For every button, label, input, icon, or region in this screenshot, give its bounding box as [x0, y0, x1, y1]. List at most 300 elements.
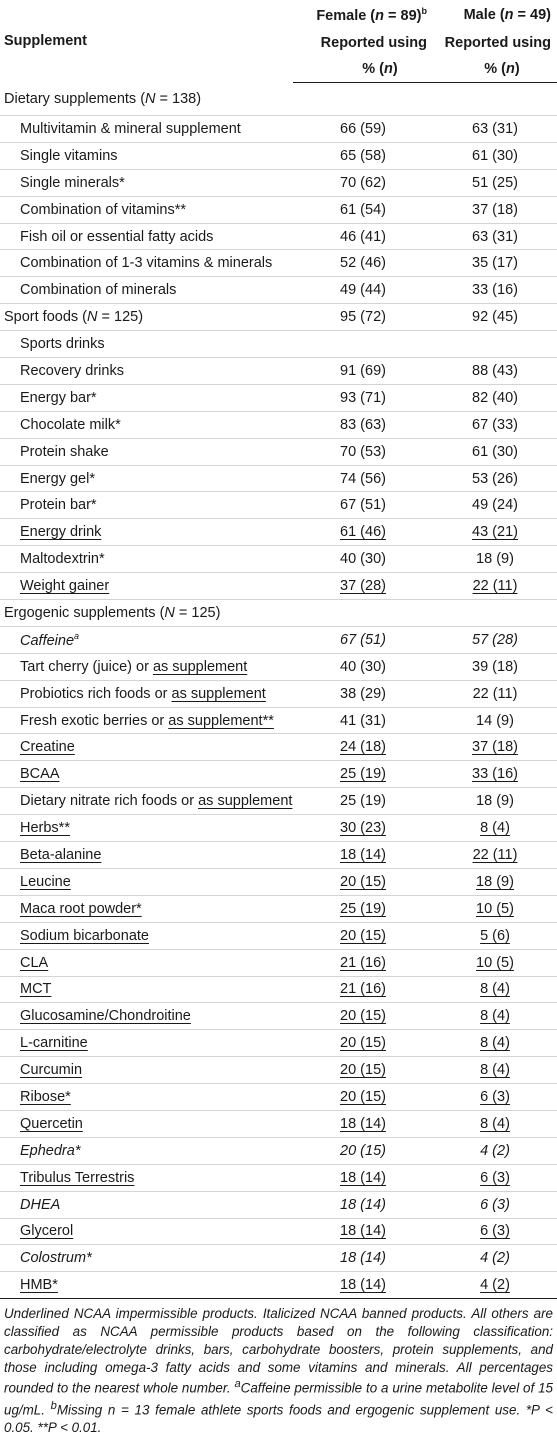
table-row — [0, 788, 557, 815]
table-row — [0, 842, 557, 869]
supplement-name-cell — [0, 626, 293, 653]
supplement-name-cell — [0, 600, 293, 627]
male-value: 61 (30) — [472, 147, 518, 164]
female-value: 20 (15) — [340, 873, 386, 890]
supplement-name-part: Recovery drinks — [20, 362, 124, 379]
header-female-pct: % (n) — [293, 56, 433, 83]
supplement-name-part: Weight gainer — [20, 578, 110, 595]
supplement-name-part: Fish oil or essential fatty acids — [20, 228, 214, 245]
male-value: 8 (4) — [480, 1062, 510, 1079]
male-value-cell — [433, 492, 557, 519]
supplement-name-cell — [0, 465, 293, 492]
supplement-name-part: Combination of 1-3 vitamins & minerals — [20, 255, 273, 272]
female-value: 21 (16) — [340, 954, 386, 971]
supplement-name-part: Multivitamin & mineral supplement — [20, 120, 241, 137]
male-value-cell — [433, 842, 557, 869]
supplement-name-part: Protein shake — [20, 443, 109, 460]
supplement-name-cell — [0, 142, 293, 169]
female-value-cell — [293, 116, 433, 143]
supplement-name-part: Maltodextrin* — [20, 551, 105, 568]
male-value-cell — [433, 116, 557, 143]
female-value: 95 (72) — [340, 309, 386, 326]
table-row — [0, 1110, 557, 1137]
male-value-cell — [433, 1057, 557, 1084]
female-value: 37 (28) — [340, 578, 386, 595]
supplement-name-part: Sports drinks — [20, 336, 105, 353]
male-value: 37 (18) — [472, 201, 518, 218]
supplement-name-part: = 125) — [97, 309, 144, 326]
table-row — [0, 358, 557, 385]
male-value-cell — [433, 83, 557, 116]
female-value: 67 (51) — [340, 497, 386, 514]
supplement-name-cell — [0, 788, 293, 815]
supplement-name-part: Tribulus Terrestris — [20, 1169, 135, 1186]
table-header — [0, 0, 557, 83]
male-value-cell — [433, 384, 557, 411]
table-row — [0, 1057, 557, 1084]
male-value-cell — [433, 331, 557, 358]
male-value: 10 (5) — [476, 900, 514, 917]
female-value: 20 (15) — [340, 927, 386, 944]
male-value-cell — [433, 1030, 557, 1057]
table-row — [0, 1272, 557, 1299]
male-value-cell — [433, 223, 557, 250]
footnote-b-text: Missing n = 13 female athlete sports foods and ergogenic supplement use. *P < 0.05. **P < 0.01. — [4, 1402, 553, 1435]
female-value-cell — [293, 707, 433, 734]
female-value-cell — [293, 492, 433, 519]
supplement-name-cell — [0, 519, 293, 546]
supplement-name-part: Curcumin — [20, 1062, 83, 1079]
table-row — [0, 626, 557, 653]
supplement-name-cell — [0, 815, 293, 842]
male-value: 22 (11) — [472, 846, 518, 863]
male-value: 63 (31) — [472, 120, 518, 137]
supplement-name-part: Maca root powder* — [20, 900, 142, 917]
table-row — [0, 142, 557, 169]
female-value: 91 (69) — [340, 362, 386, 379]
female-value-cell — [293, 438, 433, 465]
table-row — [0, 304, 557, 331]
male-value-cell — [433, 1003, 557, 1030]
male-value: 37 (18) — [472, 739, 518, 756]
table-row — [0, 519, 557, 546]
male-value: 39 (18) — [472, 658, 518, 675]
male-value: 22 (11) — [472, 685, 518, 702]
supplement-name-cell — [0, 196, 293, 223]
table-row — [0, 116, 557, 143]
supplement-name-cell — [0, 250, 293, 277]
supplement-name-part: Dietary supplements ( — [4, 90, 146, 107]
supplement-name-cell — [0, 922, 293, 949]
male-value-cell — [433, 142, 557, 169]
table-row — [0, 250, 557, 277]
supplement-name-cell — [0, 761, 293, 788]
table-body — [0, 83, 557, 1299]
male-value-cell — [433, 277, 557, 304]
supplement-name-cell — [0, 653, 293, 680]
supplement-name-cell — [0, 1164, 293, 1191]
supplement-name-part: as supplement — [152, 658, 248, 675]
male-value: 6 (3) — [480, 1169, 510, 1186]
female-value-cell — [293, 1164, 433, 1191]
table-row — [0, 680, 557, 707]
female-value: 18 (14) — [340, 1196, 386, 1213]
male-value: 8 (4) — [480, 1035, 510, 1052]
header-male-reported: Reported using — [444, 35, 551, 51]
female-value: 66 (59) — [340, 120, 386, 137]
female-value-cell — [293, 196, 433, 223]
supplement-name-part: Glucosamine/Chondroitine — [20, 1008, 191, 1025]
male-value-cell — [433, 1272, 557, 1299]
table-row — [0, 922, 557, 949]
female-value-cell — [293, 1245, 433, 1272]
female-value-cell — [293, 331, 433, 358]
supplement-name-cell — [0, 895, 293, 922]
supplement-name-cell — [0, 331, 293, 358]
table-row — [0, 83, 557, 116]
supplement-name-part: Ephedra* — [20, 1142, 81, 1159]
supplement-name-part: N — [87, 309, 98, 326]
supplement-name-part: Creatine — [20, 739, 75, 756]
male-value-cell — [433, 788, 557, 815]
male-value-cell — [433, 600, 557, 627]
male-value-cell — [433, 868, 557, 895]
female-value: 93 (71) — [340, 389, 386, 406]
supplement-name-cell — [0, 1084, 293, 1111]
supplement-name-part: Energy drink — [20, 524, 102, 541]
supplement-name-part: Single minerals* — [20, 174, 125, 191]
female-value-cell — [293, 1191, 433, 1218]
supplement-name-cell — [0, 277, 293, 304]
female-value-cell — [293, 1003, 433, 1030]
male-value: 5 (6) — [480, 927, 510, 944]
supplement-name-cell — [0, 1218, 293, 1245]
male-value: 61 (30) — [472, 443, 518, 460]
supplement-name-cell — [0, 1030, 293, 1057]
supplement-name-part: HMB* — [20, 1277, 58, 1294]
supplement-name-part: Combination of vitamins** — [20, 201, 187, 218]
male-value: 6 (3) — [480, 1223, 510, 1240]
supplement-name-cell — [0, 1272, 293, 1299]
footnote-main: Underlined NCAA impermissible products. Italicized NCAA banned products. All others are classified as NCAA permissible products based on the following classification: carbohydrate/electrolyte drinks, bars, carbohydrate boosters, protein supplements, and those including omega-3 fatty acids and some vitamins and minerals. All percentages rounded to the nearest whole number. — [4, 1306, 553, 1396]
male-value-cell — [433, 1110, 557, 1137]
table-row — [0, 573, 557, 600]
female-value-cell — [293, 250, 433, 277]
female-value-cell — [293, 922, 433, 949]
supplement-name-part: Ergogenic supplements ( — [4, 604, 165, 621]
male-value-cell — [433, 519, 557, 546]
male-value-cell — [433, 546, 557, 573]
table-row — [0, 976, 557, 1003]
female-value-cell — [293, 169, 433, 196]
table-row — [0, 438, 557, 465]
male-value: 8 (4) — [480, 1008, 510, 1025]
female-value-cell — [293, 83, 433, 116]
female-value: 18 (14) — [340, 1277, 386, 1294]
table-row — [0, 1003, 557, 1030]
table-row — [0, 277, 557, 304]
female-value: 18 (14) — [340, 1169, 386, 1186]
supplement-name-part: BCAA — [20, 766, 60, 783]
male-value-cell — [433, 196, 557, 223]
footnote-a-mark: a — [234, 1378, 241, 1391]
supplement-name-part: as supplement** — [168, 712, 274, 729]
supplement-name-cell — [0, 949, 293, 976]
female-value-cell — [293, 653, 433, 680]
female-value-cell — [293, 600, 433, 627]
supplement-name-cell — [0, 1191, 293, 1218]
male-value-cell — [433, 1218, 557, 1245]
female-value-cell — [293, 304, 433, 331]
female-value-cell — [293, 223, 433, 250]
female-value: 83 (63) — [340, 416, 386, 433]
supplement-name-part: Dietary nitrate rich foods or — [20, 793, 199, 810]
male-value: 8 (4) — [480, 820, 510, 837]
table-row — [0, 546, 557, 573]
male-value-cell — [433, 1245, 557, 1272]
female-value: 67 (51) — [340, 631, 386, 648]
header-supplement: Supplement — [4, 33, 87, 50]
male-value-cell — [433, 1137, 557, 1164]
table-row — [0, 734, 557, 761]
table-row — [0, 1191, 557, 1218]
supplement-name-part: Protein bar* — [20, 497, 97, 514]
female-value-cell — [293, 573, 433, 600]
female-value: 25 (19) — [340, 900, 386, 917]
female-value: 61 (54) — [340, 201, 386, 218]
supplement-name-cell — [0, 734, 293, 761]
table-row — [0, 384, 557, 411]
header-female-group: Female (n = 89)$^b$ — [316, 6, 427, 24]
table-row — [0, 331, 557, 358]
male-value-cell — [433, 949, 557, 976]
male-value-cell — [433, 895, 557, 922]
male-value-cell — [433, 707, 557, 734]
female-value-cell — [293, 1084, 433, 1111]
supplement-name-cell — [0, 384, 293, 411]
supplement-name-part: Fresh exotic berries or — [20, 712, 169, 729]
supplement-name-part: Chocolate milk* — [20, 416, 121, 433]
male-value: 57 (28) — [472, 631, 518, 648]
female-value-cell — [293, 1110, 433, 1137]
male-value-cell — [433, 626, 557, 653]
male-value: 4 (2) — [480, 1277, 510, 1294]
supplement-name-part: as supplement — [171, 685, 266, 702]
male-value: 49 (24) — [472, 497, 518, 514]
female-value: 52 (46) — [340, 255, 386, 272]
male-value-cell — [433, 1084, 557, 1111]
table-row — [0, 600, 557, 627]
female-value: 70 (62) — [340, 174, 386, 191]
supplement-name-cell — [0, 1057, 293, 1084]
female-value: 40 (30) — [340, 551, 386, 568]
male-value-cell — [433, 922, 557, 949]
male-value: 8 (4) — [480, 981, 510, 998]
female-value-cell — [293, 142, 433, 169]
supplement-name-part: Combination of minerals — [20, 282, 177, 299]
supplement-name-part: Tart cherry (juice) or — [20, 658, 153, 675]
male-value: 18 (9) — [476, 873, 514, 890]
supplement-name-cell — [0, 223, 293, 250]
female-value-cell — [293, 815, 433, 842]
supplement-name-cell — [0, 83, 293, 116]
female-value-cell — [293, 519, 433, 546]
female-value: 41 (31) — [340, 712, 386, 729]
supplement-name-part: N — [164, 604, 175, 621]
female-value: 18 (14) — [340, 846, 386, 863]
female-value-cell — [293, 842, 433, 869]
male-value: 43 (21) — [472, 524, 518, 541]
supplement-name-part: Sodium bicarbonate — [20, 927, 149, 944]
female-value-cell — [293, 788, 433, 815]
female-value: 20 (15) — [340, 1035, 386, 1052]
male-value: 53 (26) — [472, 470, 518, 487]
male-value-cell — [433, 1164, 557, 1191]
supplement-name-part: L-carnitine — [20, 1035, 88, 1052]
table-row — [0, 815, 557, 842]
male-value: 92 (45) — [472, 309, 518, 326]
table-row — [0, 653, 557, 680]
male-value: 18 (9) — [476, 551, 514, 568]
male-value: 6 (3) — [480, 1089, 510, 1105]
male-value: 63 (31) — [472, 228, 518, 245]
female-value: 49 (44) — [340, 282, 386, 299]
male-value: 4 (2) — [480, 1250, 510, 1267]
table-row — [0, 411, 557, 438]
female-value-cell — [293, 1137, 433, 1164]
male-value: 67 (33) — [472, 416, 518, 433]
supplement-name-part: Glycerol — [20, 1223, 74, 1240]
supplement-name-cell — [0, 169, 293, 196]
female-value: 20 (15) — [340, 1142, 386, 1159]
supplement-name-part: DHEA — [20, 1196, 61, 1213]
female-value: 20 (15) — [340, 1062, 386, 1079]
supplement-name-part: = 138) — [155, 90, 202, 107]
supplement-name-cell — [0, 492, 293, 519]
female-value-cell — [293, 976, 433, 1003]
female-value-cell — [293, 626, 433, 653]
male-value-cell — [433, 358, 557, 385]
table-row — [0, 1137, 557, 1164]
footnote-b-mark: b — [50, 1399, 57, 1412]
supplement-name-part: Energy bar* — [20, 389, 97, 406]
female-value-cell — [293, 1272, 433, 1299]
male-value-cell — [433, 573, 557, 600]
supplement-name-part: Sport foods ( — [4, 309, 88, 326]
male-value-cell — [433, 1191, 557, 1218]
supplement-name-part: Probiotics rich foods or — [20, 685, 172, 702]
table-row — [0, 761, 557, 788]
female-value: 20 (15) — [340, 1089, 386, 1105]
table-row — [0, 1084, 557, 1111]
supplement-name-cell — [0, 573, 293, 600]
supplement-name-cell — [0, 411, 293, 438]
supplement-name-cell — [0, 116, 293, 143]
supplement-name-part: N — [145, 90, 156, 107]
male-value: 51 (25) — [472, 174, 518, 191]
female-value-cell — [293, 358, 433, 385]
table-row — [0, 223, 557, 250]
supplement-name-cell — [0, 438, 293, 465]
female-value-cell — [293, 734, 433, 761]
supplement-name-part: a — [74, 630, 80, 641]
supplement-name-cell — [0, 842, 293, 869]
table-row — [0, 1218, 557, 1245]
table-footnote — [0, 1299, 557, 1437]
male-value-cell — [433, 250, 557, 277]
supplement-name-part: Quercetin — [20, 1115, 83, 1132]
male-value-cell — [433, 680, 557, 707]
table-row — [0, 868, 557, 895]
female-value-cell — [293, 546, 433, 573]
supplement-name-cell — [0, 976, 293, 1003]
female-value: 25 (19) — [340, 793, 386, 810]
female-value-cell — [293, 384, 433, 411]
table-row — [0, 492, 557, 519]
male-value-cell — [433, 465, 557, 492]
supplement-name-part: Single vitamins — [20, 147, 118, 164]
table-row — [0, 196, 557, 223]
female-value-cell — [293, 277, 433, 304]
table-row — [0, 895, 557, 922]
female-value: 40 (30) — [340, 658, 386, 675]
supplement-name-cell — [0, 707, 293, 734]
female-value: 18 (14) — [340, 1115, 386, 1132]
female-value-cell — [293, 411, 433, 438]
male-value: 18 (9) — [476, 793, 514, 810]
male-value-cell — [433, 169, 557, 196]
female-value: 25 (19) — [340, 766, 386, 783]
male-value-cell — [433, 815, 557, 842]
female-value-cell — [293, 949, 433, 976]
female-value: 65 (58) — [340, 147, 386, 164]
female-value: 20 (15) — [340, 1008, 386, 1025]
female-value-cell — [293, 761, 433, 788]
male-value: 8 (4) — [480, 1115, 510, 1132]
supplement-name-part: Ribose* — [20, 1089, 71, 1105]
table-row — [0, 465, 557, 492]
female-value: 38 (29) — [340, 685, 386, 702]
female-value: 18 (14) — [340, 1223, 386, 1240]
supplement-name-cell — [0, 304, 293, 331]
supplement-name-part: Energy gel* — [20, 470, 95, 487]
supplement-name-cell — [0, 1245, 293, 1272]
header-male-pct: % (n) — [433, 56, 557, 83]
female-value: 30 (23) — [340, 820, 386, 837]
female-value-cell — [293, 868, 433, 895]
table-row — [0, 1164, 557, 1191]
header-male-group: Male (n = 49) — [463, 7, 551, 23]
female-value: 61 (46) — [340, 524, 386, 541]
supplement-name-cell — [0, 1137, 293, 1164]
male-value-cell — [433, 653, 557, 680]
footnote-a-text: Caffeine permissible to a urine metabolite level of 15 ug/mL. — [4, 1380, 553, 1418]
female-value: 46 (41) — [340, 228, 386, 245]
male-value: 14 (9) — [476, 712, 514, 729]
supplement-name-cell — [0, 546, 293, 573]
male-value: 35 (17) — [472, 255, 518, 272]
table-row — [0, 1245, 557, 1272]
male-value: 82 (40) — [472, 389, 518, 406]
male-value: 4 (2) — [480, 1142, 510, 1159]
supplement-name-part: = 125) — [174, 604, 221, 621]
male-value: 33 (16) — [472, 282, 518, 299]
supplement-name-part: Leucine — [20, 873, 71, 890]
female-value: 70 (53) — [340, 443, 386, 460]
male-value: 6 (3) — [480, 1196, 510, 1213]
supplement-name-cell — [0, 1110, 293, 1137]
supplement-name-part: Herbs** — [20, 820, 70, 837]
